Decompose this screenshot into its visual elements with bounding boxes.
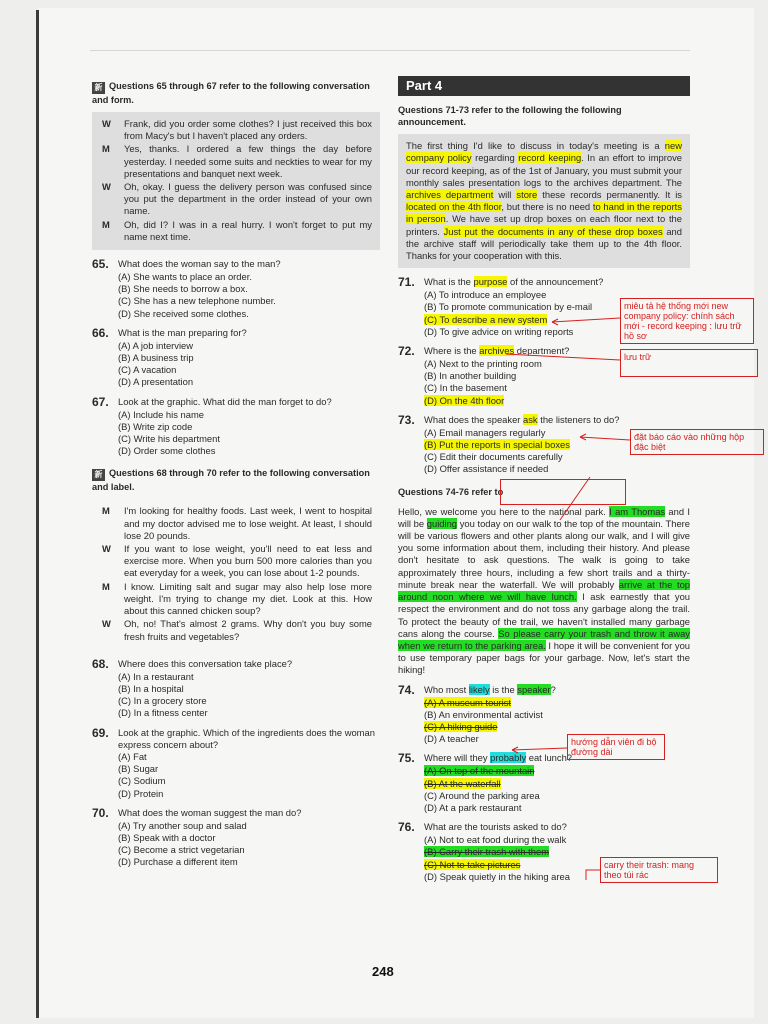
question-70: 70. What does the woman suggest the man do? — [92, 805, 302, 820]
option[interactable]: (B) Sugar — [118, 763, 159, 775]
option[interactable]: (B) Put the reports in special boxes — [424, 439, 570, 451]
question-68: 68. Where does this conversation take place? — [92, 656, 293, 671]
option[interactable]: (B) A business trip — [118, 352, 194, 364]
option[interactable]: (A) Include his name — [118, 408, 204, 420]
dialog-line: W Oh, okay. I guess the delivery person was confused since you put the department in the order instead of your own name. — [102, 181, 372, 217]
option[interactable]: (D) She received some clothes. — [118, 307, 249, 319]
option[interactable]: (A) Email managers regularly — [424, 426, 546, 438]
question-73: 73. What does the speaker ask the listeners to do? — [398, 412, 620, 427]
annotation-note: carry their trash: mang theo túi rác — [600, 857, 718, 883]
option[interactable]: (A) To introduce an employee — [424, 289, 547, 301]
annotation-note: hướng dẫn viên đi bộ đường dài — [567, 734, 665, 760]
option[interactable]: (C) Edit their documents carefully — [424, 451, 563, 463]
question-66: 66. What is the man preparing for? — [92, 325, 247, 340]
annotation-note: lưu trữ — [620, 349, 758, 377]
option[interactable]: (C) To describe a new system — [424, 313, 548, 325]
option[interactable]: (B) At the waterfall — [424, 777, 501, 789]
question-72: 72. Where is the archives department? — [398, 344, 570, 359]
option[interactable]: (C) Around the parking area — [424, 789, 540, 801]
option[interactable]: (C) Write his department — [118, 433, 220, 445]
option[interactable]: (A) In a restaurant — [118, 670, 194, 682]
option[interactable]: (C) Become a strict vegetarian — [118, 844, 245, 856]
option[interactable]: (D) Speak quietly in the hiking area — [424, 870, 570, 882]
option[interactable]: (D) In a fitness center — [118, 707, 208, 719]
option[interactable]: (C) A hiking guide — [424, 720, 498, 732]
option[interactable]: (A) Try another soup and salad — [118, 819, 247, 831]
option[interactable]: (A) Not to eat food during the walk — [424, 834, 567, 846]
option[interactable]: (A) Next to the printing room — [424, 358, 542, 370]
option[interactable]: (A) A museum tourist — [424, 696, 512, 708]
option[interactable]: (B) Write zip code — [118, 420, 193, 432]
dialog-line: M I know. Limiting salt and sugar may also help lose more weight. I'm trying to change my diet. Look at this. How about this canned chicken soup? — [102, 580, 372, 617]
question-75: 75. Where will they probably eat lunch? — [398, 751, 573, 766]
new-badge-icon: 新 — [92, 469, 105, 481]
option[interactable]: (A) She wants to place an order. — [118, 271, 252, 283]
question-67: 67. Look at the graphic. What did the man forget to do? — [92, 394, 332, 409]
option[interactable]: (C) She has a new telephone number. — [118, 295, 276, 307]
set2-heading: 新 Questions 68 through 70 refer to the following conversation and label. — [92, 468, 370, 493]
question-65: 65. What does the woman say to the man? — [92, 257, 281, 272]
option[interactable]: (D) To give advice on writing reports — [424, 325, 574, 337]
option[interactable]: (D) Protein — [118, 787, 164, 799]
option[interactable]: (A) Fat — [118, 750, 147, 762]
option[interactable]: (D) At a park restaurant — [424, 801, 522, 813]
option[interactable]: (C) Sodium — [118, 775, 166, 787]
dialog-line: W Frank, did you order some clothes? I just received this box from Macy's but I haven't placed any orders. — [102, 118, 372, 142]
option[interactable]: (C) Not to take pictures — [424, 858, 521, 870]
announcement-text: The first thing I'd like to discuss in today's meeting is a new company policy regarding record keeping. In an effort to improve our record keeping, as of the 1st of January, you must submit your monthly sales presentation logs to the archives department. The archives department will store these records permanently. It is located on the 4th floor, but there is no need to hand in the reports in person. We have set up drop boxes on each floor next to the printers. Just put the documents in any of these drop boxes and the archive staff will periodically take them up to the 4th floor. Thanks for your cooperation with this. — [398, 134, 690, 268]
option[interactable]: (B) She needs to borrow a box. — [118, 283, 248, 295]
question-71: 71. What is the purpose of the announcement? — [398, 275, 604, 290]
question-76: 76. What are the tourists asked to do? — [398, 820, 567, 835]
option[interactable]: (B) To promote communication by e-mail — [424, 301, 593, 313]
option[interactable]: (B) In another building — [424, 370, 517, 382]
question-69: 69. Look at the graphic. Which of the ingredients does the woman express concern about? — [92, 725, 375, 750]
option[interactable]: (C) A vacation — [118, 364, 177, 376]
option[interactable]: (A) On top of the mountain — [424, 765, 535, 777]
option[interactable]: (D) A presentation — [118, 376, 194, 388]
option[interactable]: (B) In a hospital — [118, 682, 184, 694]
dialog-line: W Oh, no! That's almost 2 grams. Why don't you buy some fresh fruits and vegetables? — [102, 618, 372, 642]
new-badge-icon: 新 — [92, 82, 105, 94]
option[interactable]: (D) Order some clothes — [118, 445, 216, 457]
page-number: 248 — [372, 964, 394, 979]
option[interactable]: (D) Purchase a different item — [118, 856, 238, 868]
option[interactable]: (D) Offer assistance if needed — [424, 463, 549, 475]
option[interactable]: (C) In the basement — [424, 382, 507, 394]
talk-text: Hello, we welcome you here to the national park. I am Thomas and I will be guiding you today on our walk to the top of the mountain. There will be various flowers and other plants along our walk, and I will give you some information about them, including their history. And please don't hesitate to ask questions. The walk is going to take approximately three hours, including a few short trails and a thirty-minute break near the waterfall. We will probably arrive at the top around noon where we will have lunch. I ask earnestly that you respect the environment and do not toss any garbage along the trail. To protect the beauty of the trail, we haven't installed many garbage cans along the course. So please carry your trash and throw it away when we return to the parking area. I hope it will be convenient for you to use temporary paper bags for your garbage. Now, let's start the hiking! — [398, 505, 691, 676]
dialog-line: W If you want to lose weight, you'll need to eat less and exercise more. When you burn 500 more calories than you eat everyday for a week, you can lose about 1-2 pounds. — [102, 543, 372, 579]
dialog-line: M I'm looking for healthy foods. Last week, I went to hospital and my doctor advised me to lose weight. At least, I should lose 20 pounds. — [102, 505, 372, 541]
set1-heading: 新 Questions 65 through 67 refer to the following conversation and form. — [92, 81, 370, 105]
set3-heading: Questions 71-73 refer to the following the following announcement. — [398, 105, 622, 128]
set4-heading: Questions 74-76 refer to — [398, 486, 504, 497]
dialog-line: M Yes, thanks. I ordered a few things the day before yesterday. I needed some suits and neckties to wear for my presentations and banquet next week. — [102, 143, 372, 179]
option[interactable]: (B) Speak with a doctor — [118, 831, 216, 843]
dialog-line: M Oh, did I? I was in a real hurry. I won't forget to put my name next time. — [102, 218, 372, 242]
option[interactable]: (B) An environmental activist — [424, 708, 543, 720]
annotation-note: miêu tả hệ thống mới new company policy: chính sách mới - record keeping : lưu trữ hồ sơ — [620, 298, 754, 344]
option[interactable]: (A) A job interview — [118, 339, 194, 351]
option[interactable]: (D) On the 4th floor — [424, 394, 505, 406]
option[interactable]: (D) A teacher — [424, 733, 479, 745]
option[interactable]: (C) In a grocery store — [118, 695, 207, 707]
annotation-note: đặt báo cáo vào những hộp đặc biệt — [630, 429, 764, 455]
option[interactable]: (B) Carry their trash with them — [424, 846, 550, 858]
question-74: 74. Who most likely is the speaker? — [398, 682, 556, 697]
part-label: Part 4 — [398, 76, 690, 96]
